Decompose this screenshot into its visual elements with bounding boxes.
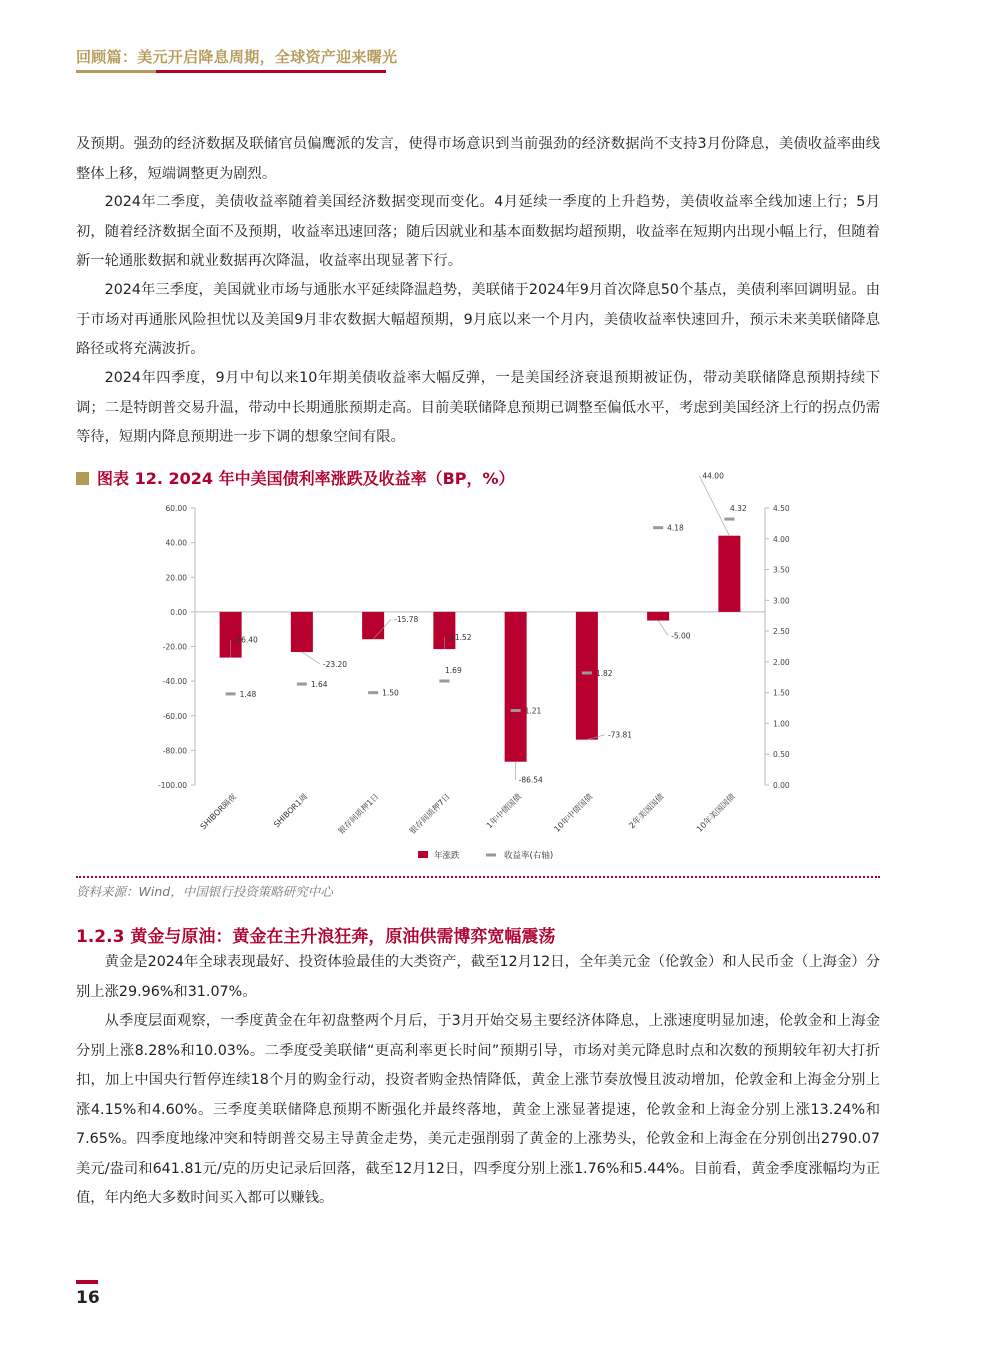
y-tick-label: 0.00 xyxy=(170,607,187,617)
bar-2 xyxy=(291,612,313,652)
marker-label-3: 1.50 xyxy=(382,688,399,698)
bar-6 xyxy=(576,612,598,740)
marker-2 xyxy=(297,683,307,686)
marker-4 xyxy=(439,679,449,682)
section-paragraph-2: 从季度层面观察，一季度黄金在年初盘整两个月后，于3月开始交易主要经济体降息，上涨速度明显加速，伦敦金和上海金分别上涨8.28%和10.03%。二季度受美联储“更高利率更长时间”预期引导，市场对美元降息时点和次数的预期较年初大打折扣，加上中国央行暂停连续18个月的购金行动，投资者购金热情降低，黄金上涨节奏放慢且波动增加，伦敦金和上海金分别上涨4.15%和4.60%。三季度美联储降息预期不断强化并最终落地，黄金上涨显著提速，伦敦金和上海金分别上涨13.24%和7.65%。四季度地缘冲突和特朗普交易主导黄金走势，美元走强削弱了黄金的上涨势头，伦敦金和上海金在分别创出2790.07美元/盎司和641.81元/克的历史记录后回落，截至12月12日，四季度分别上涨1.76%和5.44%。目前看，黄金季度涨幅均为正值，年内绝大多数时间买入都可以赚钱。 xyxy=(76,1013,880,1206)
y-tick-label: -60.00 xyxy=(162,711,187,721)
marker-8 xyxy=(724,518,734,521)
bar-label-2: -23.20 xyxy=(322,660,348,670)
header-rule-accent xyxy=(76,70,156,73)
section-title: 1.2.3 黄金与原油：黄金在主升浪狂奔，原油供需博弈宽幅震荡 xyxy=(76,927,556,947)
y-tick-label: 20.00 xyxy=(165,573,187,583)
bar-8 xyxy=(718,536,740,612)
paragraph-3: 2024年三季度，美国就业市场与通胀水平延续降温趋势，美联储于2024年9月首次降息50个基点，美债利率回调明显。由于市场对再通胀风险担忧以及美国9月非农数据大幅超预期，9月底以来一个月内，美债收益率快速回升，预示未来美联储降息路径或将充满波折。 xyxy=(76,282,880,357)
bar-label-6: -73.81 xyxy=(607,730,633,740)
legend-marker-swatch xyxy=(486,854,496,857)
legend-bar-swatch xyxy=(418,851,428,858)
marker-label-4: 1.69 xyxy=(445,665,462,675)
bar-3 xyxy=(362,612,384,639)
marker-label-2: 1.64 xyxy=(310,680,328,690)
y2-tick-label: 1.00 xyxy=(773,719,790,729)
marker-label-8: 4.32 xyxy=(730,504,747,514)
y2-tick-label: 1.50 xyxy=(773,688,790,698)
y2-tick-label: 3.50 xyxy=(773,565,790,575)
y-tick-label: -100.00 xyxy=(158,781,187,790)
x-tick-label: 10年中债国债 xyxy=(552,792,595,834)
bar-leader-2 xyxy=(302,652,320,664)
y2-tick-label: 2.50 xyxy=(773,627,790,637)
marker-label-5: 1.21 xyxy=(524,706,542,716)
bar-leader-8 xyxy=(699,476,729,536)
y2-tick-label: 4.50 xyxy=(773,504,790,513)
paragraph-1: 及预期。强劲的经济数据及联储官员偏鹰派的发言，使得市场意识到当前强劲的经济数据尚不支持3月份降息，美债收益率曲线整体上移，短端调整更为剧烈。 xyxy=(76,136,880,182)
y-tick-label: -40.00 xyxy=(162,677,187,687)
paragraph-2: 2024年二季度，美债收益率随着美国经济数据变现而变化。4月延续一季度的上升趋势，美债收益率全线加速上行；5月初，随着经济数据全面不及预期，收益率迅速回落；随后因就业和基本面数据均超预期，收益率在短期内出现小幅上行，但随着新一轮通胀数据和就业数据再次降温，收益率出现显著下行。 xyxy=(76,194,880,269)
x-tick-label: SHIBOR隔夜 xyxy=(198,792,239,832)
bar-label-5: -86.54 xyxy=(518,775,543,785)
source-divider xyxy=(76,876,880,878)
y-tick-label: -80.00 xyxy=(162,746,187,756)
paragraph-4: 2024年四季度，9月中旬以来10年期美债收益率大幅反弹，一是美国经济衰退预期被证伪，带动美联储降息预期持续下调；二是特朗普交易升温，带动中长期通胀预期走高。目前美联储降息预期已调整至偏低水平，考虑到美国经济上行的拐点仍需等待，短期内降息预期进一步下调的想象空间有限。 xyxy=(76,370,880,445)
y-tick-label: 40.00 xyxy=(165,538,187,548)
section-paragraph-1: 黄金是2024年全球表现最好、投资体验最佳的大类资产，截至12月12日，全年美元金（伦敦金）和人民币金（上海金）分别上涨29.96%和31.07%。 xyxy=(76,954,880,1000)
marker-5 xyxy=(511,709,521,712)
legend-bar-label: 年涨跌 xyxy=(434,851,460,861)
legend-marker-label: 收益率(右轴) xyxy=(504,851,554,861)
bar-label-3: -15.78 xyxy=(394,615,419,625)
page-number: 16 xyxy=(76,1288,100,1308)
source-note: 资料来源：Wind，中国银行投资策略研究中心 xyxy=(76,884,333,899)
marker-label-6: 1.82 xyxy=(595,668,613,678)
bar-label-1: -26.40 xyxy=(233,635,258,645)
y2-tick-label: 4.00 xyxy=(773,534,790,544)
bar-label-4: -21.52 xyxy=(447,633,472,643)
marker-3 xyxy=(368,691,378,694)
y2-tick-label: 2.00 xyxy=(773,657,790,667)
y-tick-label: -20.00 xyxy=(162,642,187,652)
marker-label-7: 4.18 xyxy=(667,523,684,533)
page-number-mark xyxy=(76,1280,98,1284)
marker-7 xyxy=(653,526,663,529)
y2-tick-label: 0.00 xyxy=(773,781,790,790)
bar-leader-7 xyxy=(658,621,668,636)
marker-6 xyxy=(582,671,592,674)
bar-5 xyxy=(505,612,527,762)
y2-tick-label: 3.00 xyxy=(773,596,790,606)
figure-square-icon xyxy=(76,472,89,485)
bar-7 xyxy=(647,612,669,621)
bar-label-8: 44.00 xyxy=(702,471,724,481)
bar-label-7: -5.00 xyxy=(671,631,691,641)
marker-label-1: 1.48 xyxy=(239,689,257,699)
x-tick-label: 10年美国国债 xyxy=(694,792,737,834)
figure-title-text: 图表 12. 2024 年中美国债利率涨跌及收益率（BP，%） xyxy=(97,469,515,488)
header-title: 回顾篇：美元开启降息周期，全球资产迎来曙光 xyxy=(76,48,398,66)
marker-1 xyxy=(226,692,236,695)
x-tick-label: 1年中债国债 xyxy=(484,792,524,831)
x-tick-label: 2年美国国债 xyxy=(627,792,666,831)
figure-title xyxy=(76,466,515,489)
y-tick-label: 60.00 xyxy=(165,504,187,513)
y2-tick-label: 0.50 xyxy=(773,750,790,760)
x-tick-label: 银存间质押1日 xyxy=(336,792,381,836)
x-tick-label: SHIBOR1周 xyxy=(271,792,310,830)
x-tick-label: 银存间质押7日 xyxy=(407,792,452,836)
